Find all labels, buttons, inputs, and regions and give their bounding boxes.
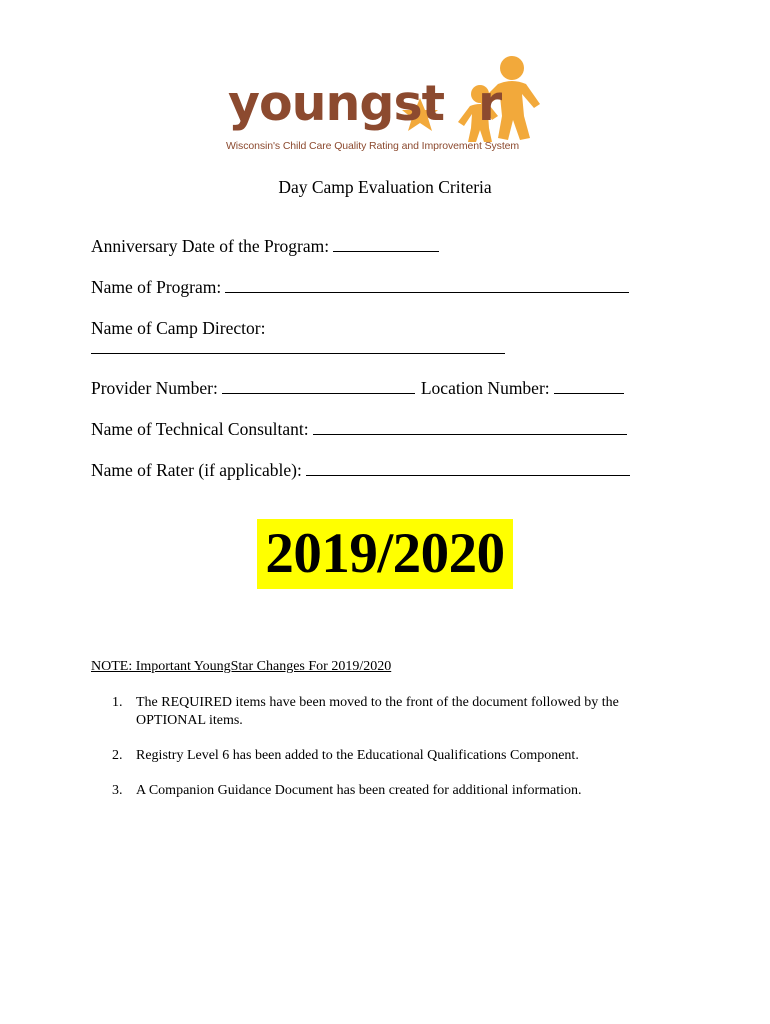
provider-number-label: Provider Number:: [91, 378, 218, 398]
note-item-text: The REQUIRED items have been moved to the front of the document followed by the OPTIONAL items.: [136, 695, 619, 728]
note-item-text: A Companion Guidance Document has been created for additional information.: [136, 783, 582, 798]
logo-word-part1: youngst: [228, 75, 445, 132]
technical-consultant-field: [91, 418, 627, 440]
camp-director-blank: [91, 353, 505, 354]
camp-director-label: Name of Camp Director:: [91, 318, 266, 338]
year-highlight: [257, 519, 513, 589]
rater-field: [91, 459, 630, 481]
camp-director-field: [91, 317, 265, 339]
anniversary-date-label: Anniversary Date of the Program:: [91, 236, 330, 256]
logo-tagline: Wisconsin's Child Care Quality Rating and Improvement System: [226, 140, 520, 152]
provider-number-blank: [222, 378, 415, 394]
anniversary-date-field: [91, 235, 439, 257]
program-name-blank: [225, 277, 629, 293]
note-item: [112, 694, 682, 734]
rater-blank: [306, 460, 630, 476]
logo-word-part2: r: [478, 75, 502, 132]
year-heading: 2019/2020: [265, 522, 505, 585]
provider-location-field: [91, 377, 624, 399]
technical-consultant-label: Name of Technical Consultant:: [91, 419, 309, 439]
rater-label: Name of Rater (if applicable):: [91, 460, 302, 480]
note-heading: NOTE: Important YoungStar Changes For 2019/2020: [91, 659, 392, 674]
program-name-label: Name of Program:: [91, 277, 222, 297]
note-item-text: Registry Level 6 has been added to the Educational Qualifications Component.: [136, 748, 579, 763]
note-item-number: 2.: [112, 748, 123, 763]
note-item-number: 1.: [112, 695, 123, 710]
technical-consultant-blank: [313, 419, 627, 435]
logo-wordmark: [228, 74, 501, 134]
note-item-number: 3.: [112, 783, 123, 798]
location-number-blank: [554, 378, 624, 394]
program-name-field: [91, 276, 629, 298]
youngstar-logo: [222, 54, 552, 162]
document-title: Day Camp Evaluation Criteria: [278, 177, 492, 197]
location-number-label: Location Number:: [420, 378, 550, 398]
anniversary-date-blank: [333, 236, 439, 252]
